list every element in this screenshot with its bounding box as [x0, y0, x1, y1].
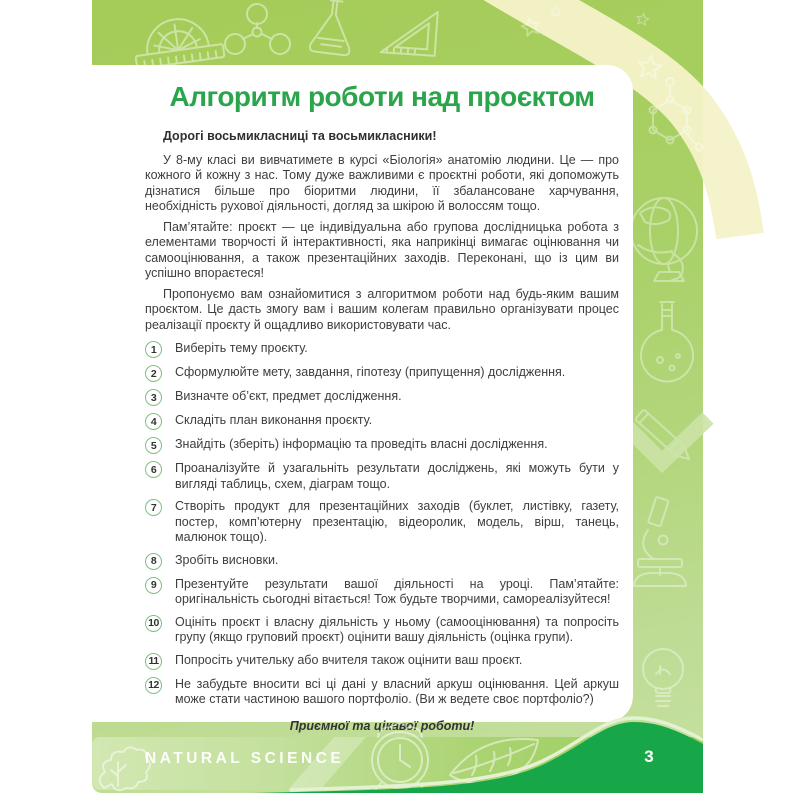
- step-text: Не забудьте вносити всі ці дані у власний аркуш оцінювання. Цей аркуш може стати частиною вашого портфоліо. (Ви ж ведете своє портфоліо?): [175, 676, 619, 706]
- step-text: Виберіть тему проєкту.: [175, 341, 308, 355]
- step-number-badge: 3: [145, 389, 162, 406]
- step-item: [145, 461, 619, 492]
- step-item: [145, 389, 619, 406]
- step-text: Оцініть проєкт і власну діяльність у ньому (самооцінювання) та попросіть групу (якщо груповий проєкт) оцінити вашу діяльність (оцінка групи).: [175, 614, 619, 644]
- chevron-decoration: [624, 418, 708, 462]
- steps-list: [145, 341, 619, 708]
- step-item: [145, 499, 619, 546]
- step-number-badge: 4: [145, 413, 162, 430]
- step-text: Сформулюйте мету, завдання, гіпотезу (припущення) дослідження.: [175, 365, 566, 379]
- intro-paragraph: Пам’ятайте: проєкт — це індивідуальна або групова дослідницька робота з елементами творчості й інтерактивності, яка наприкінці вимагає оцінювання чи самооцінювання, а також презентаційних заходів. Переконані, що із цим ви успішно впораєтеся!: [145, 219, 619, 280]
- closing-line: Приємної та цікавої роботи!: [289, 718, 475, 733]
- step-item: [145, 341, 619, 358]
- step-number-badge: 10: [145, 615, 162, 632]
- step-text: Знайдіть (зберіть) інформацію та проведіть власні дослідження.: [175, 437, 548, 451]
- wave-shape: [92, 698, 703, 793]
- page-title: Алгоритм роботи над проєктом: [169, 81, 595, 112]
- step-number-badge: 6: [145, 461, 162, 478]
- molecule-icon: [225, 4, 290, 54]
- step-item: [145, 653, 619, 670]
- step-number-badge: 8: [145, 553, 162, 570]
- step-number-badge: 12: [145, 677, 162, 694]
- step-item: [145, 365, 619, 382]
- card-content: [92, 65, 633, 734]
- step-item: [145, 615, 619, 646]
- book-page: [92, 0, 703, 793]
- step-number-badge: 7: [145, 499, 162, 516]
- step-item: [145, 577, 619, 608]
- content-card: [92, 65, 633, 733]
- step-text: Складіть план виконання проєкту.: [175, 413, 373, 427]
- intro-paragraph: У 8-му класі ви вивчатимете в курсі «Біологія» анатомію людини. Це — про кожного й кожну з нас. Тому дуже важливими є проєктні роботи, які допоможуть дізнатися більше про біоритми людини, її збалансоване харчування, необхідність рухової діяльності, догляд за шкірою й волоссям тощо.: [145, 152, 619, 213]
- step-text: Визначте об’єкт, предмет дослідження.: [175, 389, 402, 403]
- series-title: NATURAL SCIENCE: [145, 750, 345, 767]
- step-number-badge: 2: [145, 365, 162, 382]
- protractor-icon: [131, 13, 224, 69]
- step-number-badge: 11: [145, 653, 162, 670]
- step-number-badge: 1: [145, 341, 162, 358]
- step-item: [145, 413, 619, 430]
- round-flask-icon: [641, 302, 693, 382]
- globe-icon: [631, 198, 697, 281]
- step-number-badge: 9: [145, 577, 162, 594]
- erlenmeyer-flask-icon: [309, 0, 355, 56]
- step-text: Попросіть учительку або вчителя також оцінити ваш проєкт.: [175, 652, 523, 667]
- intro-paragraph: Пропонуємо вам ознайомитися з алгоритмом роботи над будь-яким вашим проєктом. Це дасть змогу вам і вашим колегам правильно організувати процес реалізації проєкту й ощадливо використовувати час.: [145, 286, 619, 332]
- page-number: 3: [644, 747, 654, 766]
- set-square-icon: [381, 8, 438, 56]
- step-item: [145, 553, 619, 570]
- microscope-icon: [634, 497, 686, 586]
- step-text: Створіть продукт для презентаційних заходів (буклет, листівку, газету, постер, комп’ютерну презентацію, відеоролик, модель, вірш, танець, малюнок тощо).: [175, 499, 619, 544]
- step-text: Проаналізуйте й узагальніть результати досліджень, які можуть бути у вигляді таблиць, схем, діаграм тощо.: [175, 461, 619, 491]
- step-text: Зробіть висновки.: [175, 552, 279, 567]
- greeting-line: Дорогі восьмикласниці та восьмикласники!: [163, 129, 437, 143]
- step-item: [145, 437, 619, 454]
- step-text: Презентуйте результати вашої діяльності на уроці. Пам’ятайте: оригінальність сьогодні вітається! Тож будьте творчими, самореалізуйтеся!: [175, 576, 619, 606]
- step-number-badge: 5: [145, 437, 162, 454]
